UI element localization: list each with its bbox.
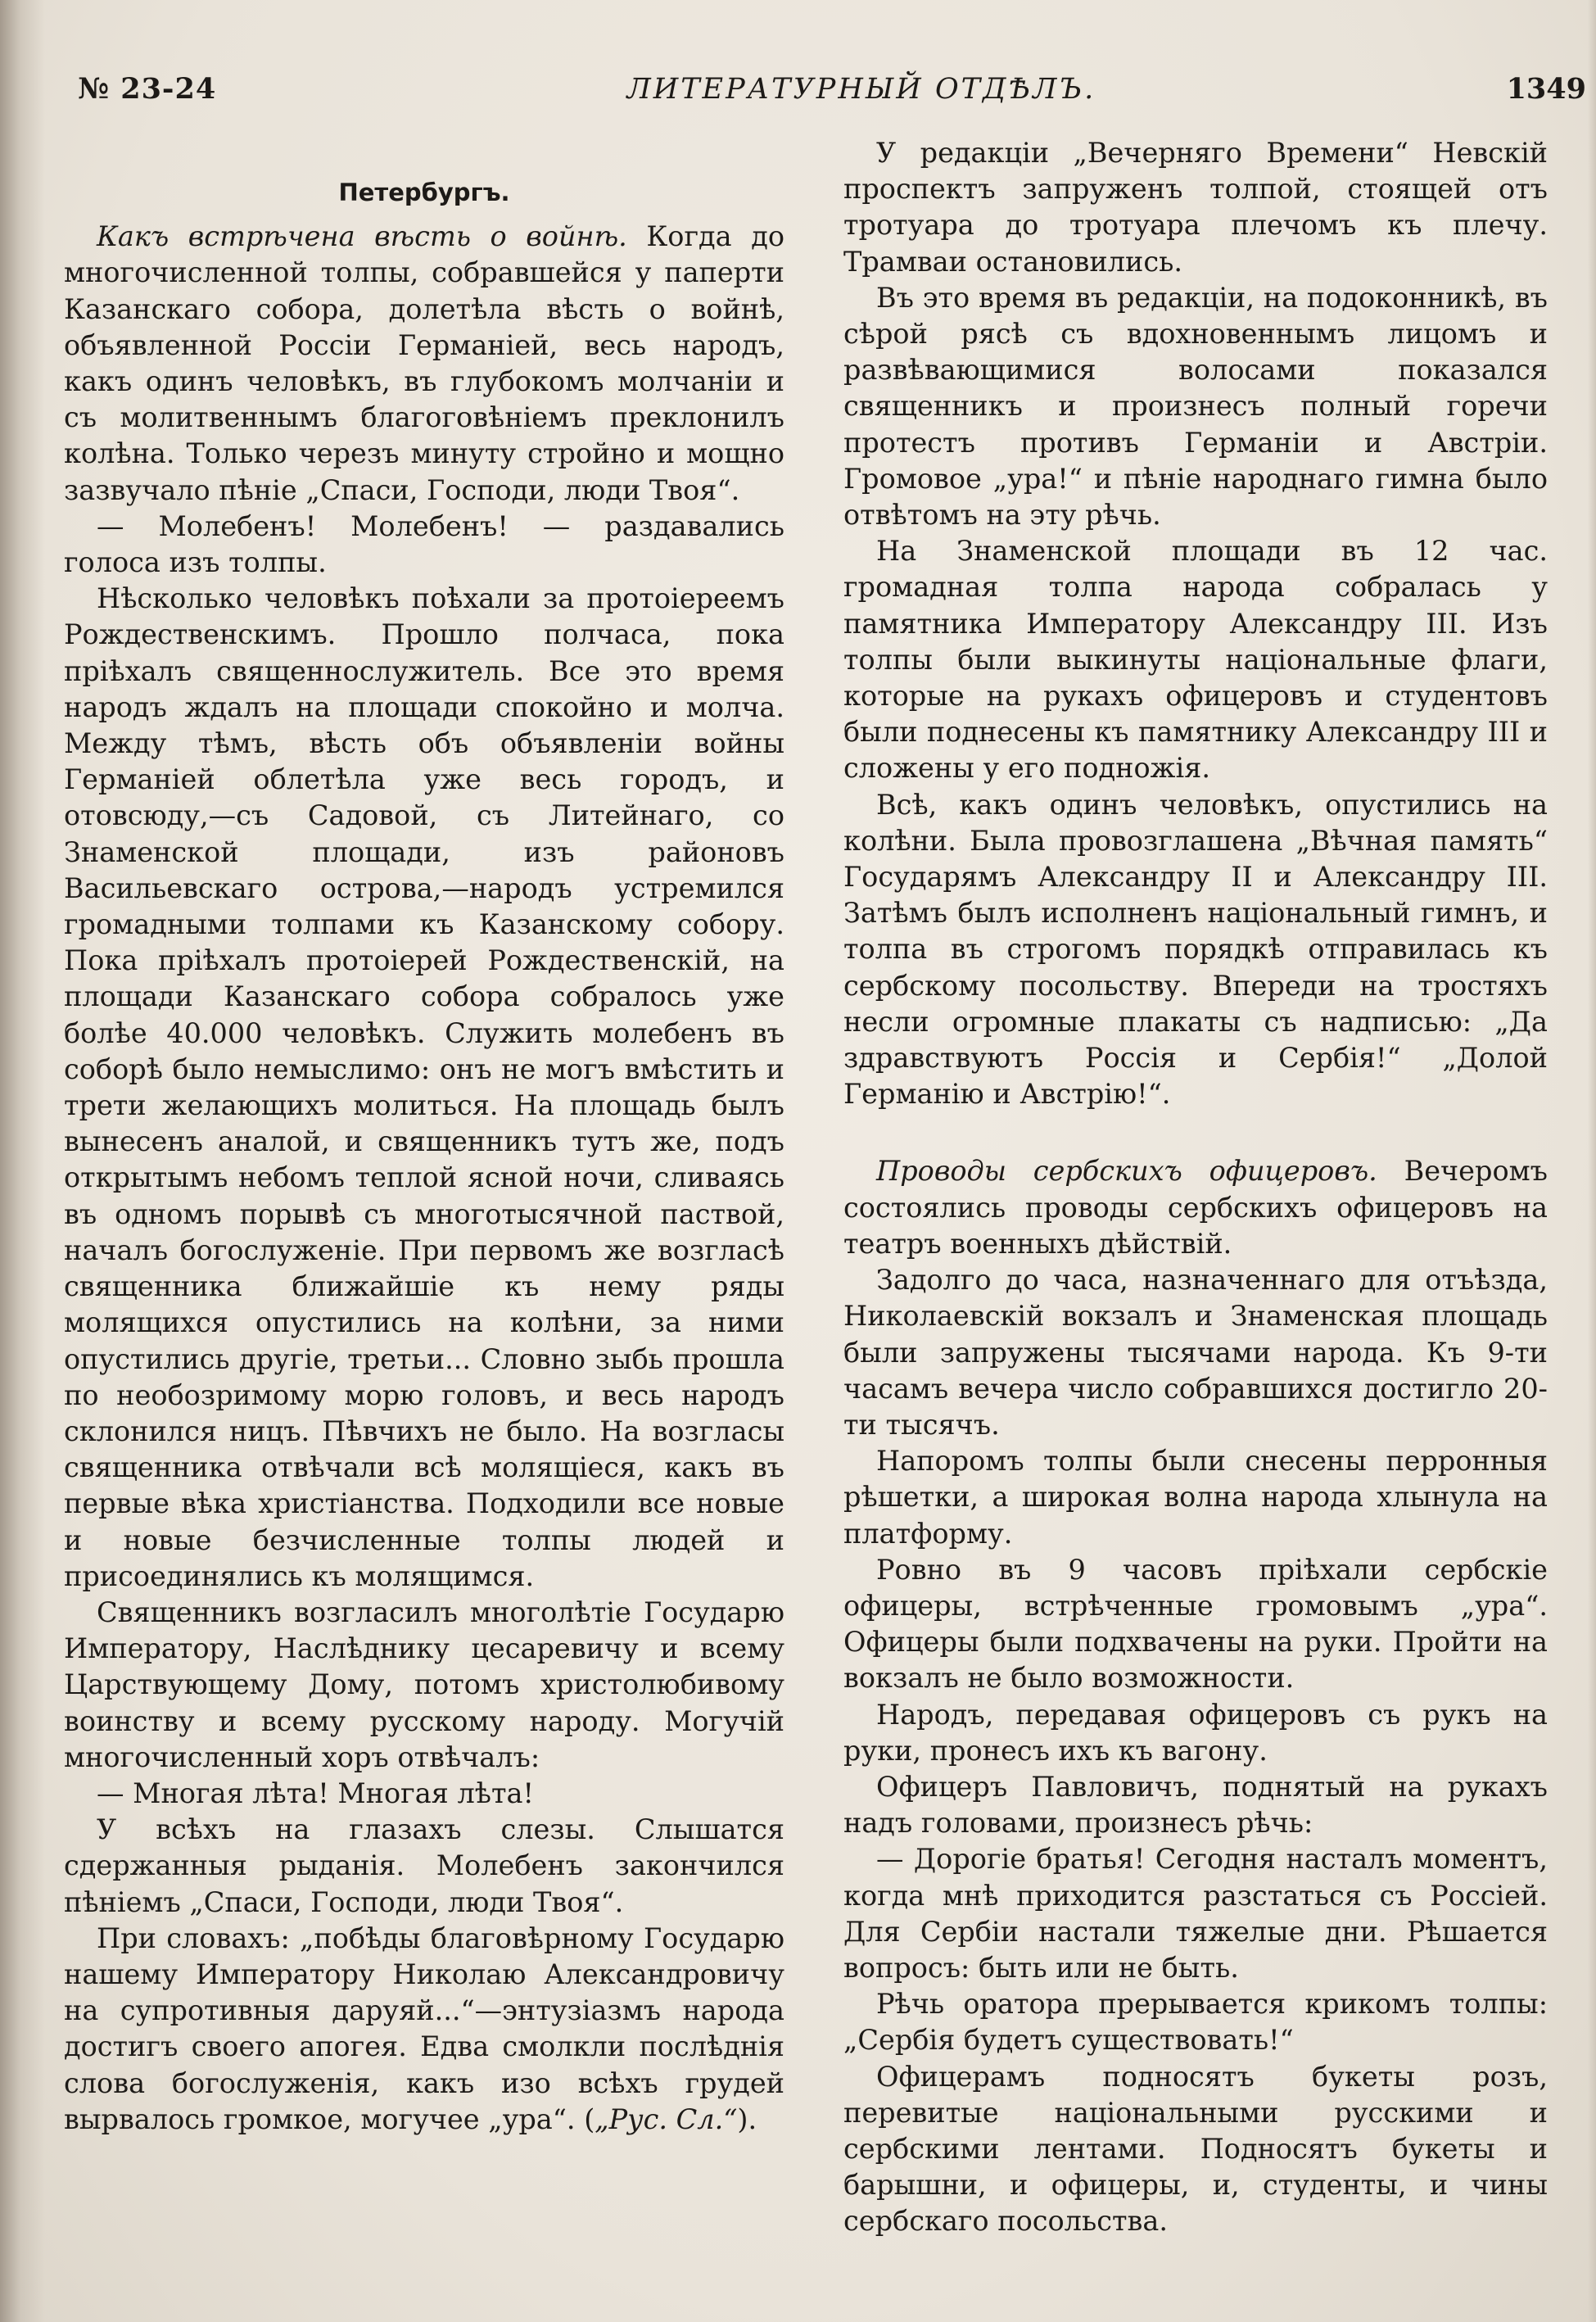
paragraph [64,219,784,509]
paragraph: Рѣчь оратора прерывается крикомъ толпы: „Сербія будетъ существовать!“ [843,1988,1548,2057]
italic-lead: Проводы сербскихъ офицеровъ. [876,1155,1377,1188]
section-title: ЛИТЕРАТУРНЫЙ ОТДѢЛЪ. [626,73,1096,106]
section-gap [843,1112,1548,1153]
paragraph: Задолго до часа, назначеннаго для отъѣзда, Николаевскій вокзалъ и Знаменская площадь были запружены тысячами народа. Къ 9-ти часамъ вечера число собравшихся достигло 20-ти тысячъ. [843,1264,1548,1441]
paragraph: Народъ, передавая офицеровъ съ рукъ на руки, пронесъ ихъ къ вагону. [843,1698,1548,1767]
paragraph: На Знаменской площади въ 12 час. громадная толпа народа собралась у памятника Императору Александру III. Изъ толпы были выкинуты національные флаги, которые на рукахъ офицеровъ и студентовъ были поднесены къ памятнику Александру III и сложены у его подножія. [843,535,1548,785]
binding-shadow [0,0,45,2322]
paragraph: — Молебенъ! Молебенъ! — раздавались голоса изъ толпы. [64,509,784,579]
paragraph [64,1921,784,2138]
page-number: 1349 [1506,72,1586,106]
city-subhead: Петербургъ. [338,179,510,206]
italic-lead: Какъ встрѣчена вѣсть о войнѣ. [97,220,627,253]
paragraph: Офицерамъ подносятъ букеты розъ, перевитые національными русскими и сербскими лентами. Подносятъ букеты и барышни, и офицеры, и, студенты, и чины сербскаго посольства. [843,2060,1548,2238]
paragraph: Священникъ возгласилъ многолѣтіе Государю Императору, Наслѣднику цесаревичу и всему Царствующему Дому, потомъ христолюбивому воинству и всему русскому народу. Могучій многочисленный хоръ отвѣчалъ: [64,1596,784,1773]
paragraph-text: Вечеромъ состоялись проводы сербскихъ офицеровъ на театръ военныхъ дѣйствій. [843,1155,1548,1260]
paragraph: Напоромъ толпы были снесены перронныя рѣшетки, а широкая волна народа хлынула на платформу. [843,1445,1548,1550]
page-edge [1588,0,1596,2322]
issue-number: № 23-24 [78,72,217,106]
paragraph: Офицеръ Павловичъ, поднятый на рукахъ надъ головами, произнесъ рѣчь: [843,1770,1548,1840]
left-column [64,135,784,2138]
paragraph [843,1153,1548,1262]
page-header [78,72,1586,129]
paragraph: — Дорогіе братья! Сегодня насталъ моментъ, когда мнѣ приходится разстаться съ Россіей. Для Сербіи настали тяжелые дни. Рѣшается вопросъ: быть или не быть. [843,1843,1548,1984]
paragraph: Всѣ, какъ одинъ человѣкъ, опустились на колѣни. Была провозглашена „Вѣчная память“ Государямъ Александру II и Александру III. Затѣмъ былъ исполненъ національный гимнъ, и толпа въ строгомъ порядкѣ отправилась къ сербскому посольству. Впереди на тростяхъ несли огромные плакаты съ надписью: „Да здравствуютъ Россія и Сербія!“ „Долой Германію и Австрію!“. [843,788,1548,1111]
paragraph: У редакціи „Вечерняго Времени“ Невскій проспектъ запруженъ толпой, стоящей отъ тротуара до тротуара плечомъ къ плечу. Трамваи остановились. [843,137,1548,278]
paragraph: Ровно въ 9 часовъ пріѣхали сербскіе офицеры, встрѣченные громовымъ „ура“. Офицеры были подхвачены на руки. Пройти на вокзалъ не было возможности. [843,1553,1548,1695]
paragraph-text: При словахъ: „побѣды благовѣрному Государю нашему Императору Николаю Александровичу на супротивныя даруяй...“—энтузіазмъ народа достигъ своего апогея. Едва смолкли послѣднія слова богослуженія, какъ изо всѣхъ грудей вырвалось громкое, могучее „ура“. ( [64,1921,784,2135]
paragraph: У всѣхъ на глазахъ слезы. Слышатся сдержанныя рыданія. Молебенъ закончился пѣніемъ „Спаси, Господи, люди Твоя“. [64,1813,784,1918]
source-citation: „Рус. Сл.“ [595,2102,738,2135]
paragraph: Нѣсколько человѣкъ поѣхали за протоіереемъ Рождественскимъ. Прошло полчаса, пока пріѣхалъ священнослужитель. Все это время народъ ждалъ на площади спокойно и молча. Между тѣмъ, вѣсть объ объявленіи войны Германіей облетѣла уже весь городъ, и отовсюду,—съ Садовой, съ Литейнаго, со Знаменской площади, изъ районовъ Васильевскаго острова,—народъ устремился громадными толпами къ Казанскому собору. Пока пріѣхалъ протоіерей Рождественскій, на площади Казанскаго собора собралось уже болѣе 40.000 человѣкъ. Служить молебенъ въ соборѣ было немыслимо: онъ не могъ вмѣстить и трети желающихъ молиться. На площадь былъ вынесенъ аналой, и священникъ тутъ же, подъ открытымъ небомъ теплой ясной ночи, сливаясь въ одномъ порывѣ съ многотысячной паствой, началъ богослуженіе. При первомъ же возгласѣ священника ближайшіе къ нему ряды молящихся опустились на колѣни, за ними опустились другіе, третьи... Словно зыбь прошла по необозримому морю головъ, и весь народъ склонился ницъ. Пѣвчихъ не было. На возгласы священника отвѣчали всѣ молящіеся, какъ въ первые вѣка христіанства. Подходили все новые и новые безчисленные толпы людей и присоединялись къ молящимся. [64,582,784,1592]
paragraph-text: Когда до многочисленной толпы, собравшейся у паперти Казанскаго собора, долетѣла вѣсть о войнѣ, объявленной Россіи Германіей, весь народъ, какъ одинъ человѣкъ, въ глубокомъ молчаніи и съ молитвеннымъ благоговѣніемъ преклонилъ колѣна. Только черезъ минуту стройно и мощно зазвучало пѣніе „Спаси, Господи, люди Твоя“. [64,220,784,506]
right-column [843,135,1548,2240]
paragraph: Въ это время въ редакціи, на подоконникѣ, въ сѣрой рясѣ съ вдохновеннымъ лицомъ и развѣвающимися волосами показался священникъ и произнесъ полный горечи протестъ противъ Германіи и Австріи. Громовое „ура!“ и пѣніе народнаго гимна было отвѣтомъ на эту рѣчь. [843,281,1548,532]
paragraph: — Многая лѣта! Многая лѣта! [97,1777,534,1809]
paragraph-end: ). [737,2102,757,2135]
